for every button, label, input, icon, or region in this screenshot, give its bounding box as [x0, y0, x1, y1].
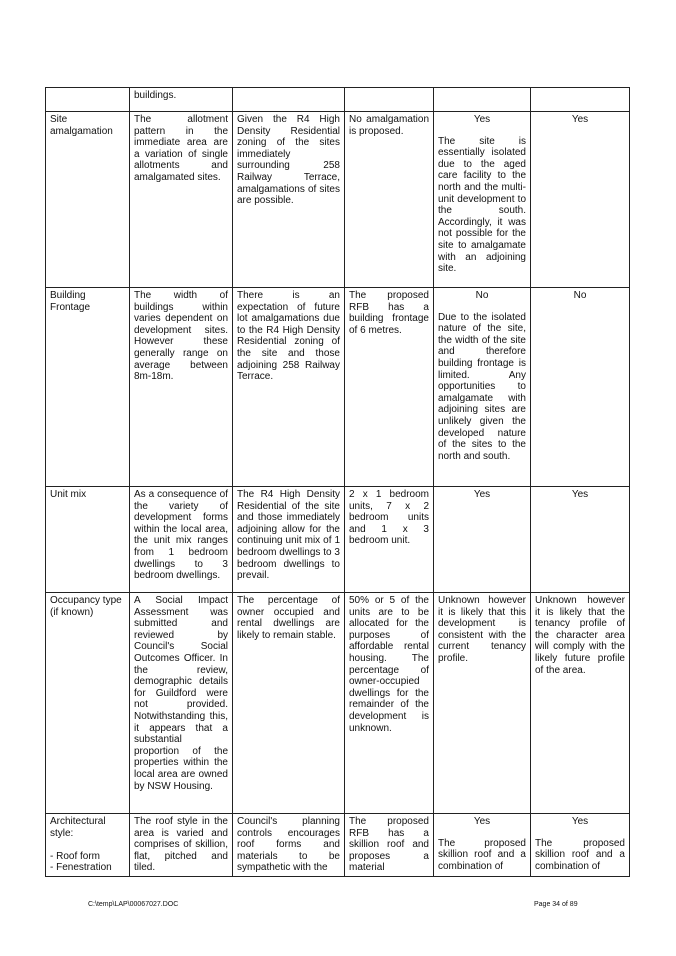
proposal-cell: No amalgamation is proposed.	[345, 112, 434, 288]
existing-character-cell: The allotment pattern in the immediate area are a variation of single allotments and amalgamated sites.	[130, 112, 233, 288]
compliance-comment: Due to the isolated nature of the site, the width of the site and therefore building frontage is limited. Any opportunities to amalgamate with adjoining sites are unlikely given the developed nature of the sites to the north and south.	[438, 311, 526, 462]
table-row-continuation	[46, 88, 630, 112]
compliance-cell	[434, 487, 531, 593]
table-cell	[46, 88, 130, 112]
assessment-table	[45, 87, 630, 877]
compliance-value: Yes	[571, 489, 589, 500]
proposal-cell: The proposed RFB has a building frontage of 6 metres.	[345, 288, 434, 487]
existing-character-cell: A Social Impact Assessment was submitted and reviewed by Council's Social Outcomes Officer. In the review, demographic details for Guildford were not provided. Notwithstanding this, it appears that a substantial proportion of the properties within the local area are owned by NSW Housing.	[130, 593, 233, 814]
table-cell	[434, 88, 531, 112]
existing-character-cell: The roof style in the area is varied and comprises of skillion, flat, pitched and tiled.	[130, 814, 233, 877]
table-cell	[531, 88, 630, 112]
compliance-cell	[434, 288, 531, 487]
compliance-cell	[434, 112, 531, 288]
proposal-cell: 2 x 1 bedroom units, 7 x 2 bedroom units and 1 x 3 bedroom unit.	[345, 487, 434, 593]
existing-character-cell: The width of buildings within varies dependent on development sites. However these generally range on average between 8m-18m.	[130, 288, 233, 487]
compliance-cell	[531, 288, 630, 487]
compliance-cell	[531, 487, 630, 593]
future-character-cell: The percentage of owner occupied and rental dwellings are likely to remain stable.	[233, 593, 345, 814]
compliance-value: Yes	[473, 489, 491, 500]
compliance-comment: The site is essentially isolated due to the aged care facility to the north and the multi-unit development to the south. Accordingly, it was not possible for the site to amalgamate with an adjoining site.	[438, 135, 526, 275]
table-row-unit-mix	[46, 487, 630, 593]
future-character-cell: The R4 High Density Residential of the site and those immediately adjoining allow for the continuing unit mix of 1 bedroom dwellings to 3 bedroom dwellings to prevail.	[233, 487, 345, 593]
criterion-cell: Building Frontage	[46, 288, 130, 487]
criterion-cell: Unit mix	[46, 487, 130, 593]
criterion-line: Architectural style:	[50, 816, 106, 839]
proposal-cell: 50% or 5 of the units are to be allocated for the purposes of affordable rental housing. The percentage of owner-occupied dwellings for the remainder of the development is unknown.	[345, 593, 434, 814]
table-row-architectural-style	[46, 814, 630, 877]
compliance-value: Yes	[571, 816, 589, 827]
compliance-value: Yes	[473, 114, 491, 125]
criterion-line: - Roof form	[50, 850, 101, 862]
table-row-occupancy-type	[46, 593, 630, 814]
criterion-line	[50, 839, 125, 851]
compliance-value: No	[573, 290, 587, 301]
compliance-comment-cell: Unknown however it is likely that this development is consistent with the current tenancy profile.	[434, 593, 531, 814]
compliance-cell	[531, 112, 630, 288]
compliance-value: Yes	[473, 816, 491, 827]
footer-page-number: Page 34 of 89	[534, 901, 578, 908]
proposal-cell: The proposed RFB has a skillion roof and proposes a material	[345, 814, 434, 877]
existing-character-cell: As a consequence of the variety of development forms within the local area, the unit mix ranges from 1 bedroom dwellings to 3 bedroom dwellings.	[130, 487, 233, 593]
table-row-building-frontage	[46, 288, 630, 487]
table-cell	[233, 88, 345, 112]
table-row-site-amalgamation	[46, 112, 630, 288]
footer-file-path: C:\temp\LAP\00067027.DOC	[88, 901, 179, 908]
compliance-cell	[531, 814, 630, 877]
table-cell: buildings.	[130, 88, 233, 112]
compliance-comment: The proposed skillion roof and a combination of	[535, 837, 625, 872]
criterion-cell: Occupancy type (if known)	[46, 593, 130, 814]
compliance-cell	[434, 814, 531, 877]
compliance-value: No	[475, 290, 489, 301]
future-character-cell: Given the R4 High Density Residential zoning of the sites immediately surrounding 258 Railway Terrace, amalgamations of sites are possible.	[233, 112, 345, 288]
criterion-cell	[46, 814, 130, 877]
table-cell	[345, 88, 434, 112]
criterion-line: - Fenestration	[50, 862, 112, 874]
compliance-comment-cell: Unknown however it is likely that the tenancy profile of the character area will comply with the likely future profile of the area.	[531, 593, 630, 814]
compliance-value: Yes	[571, 114, 589, 125]
compliance-comment: The proposed skillion roof and a combination of	[438, 837, 526, 872]
future-character-cell: Council's planning controls encourages roof forms and materials to be sympathetic with the	[233, 814, 345, 877]
future-character-cell: There is an expectation of future lot amalgamations due to the R4 High Density Residential zoning of the site and those adjoining 258 Railway Terrace.	[233, 288, 345, 487]
criterion-cell: Site amalgamation	[46, 112, 130, 288]
